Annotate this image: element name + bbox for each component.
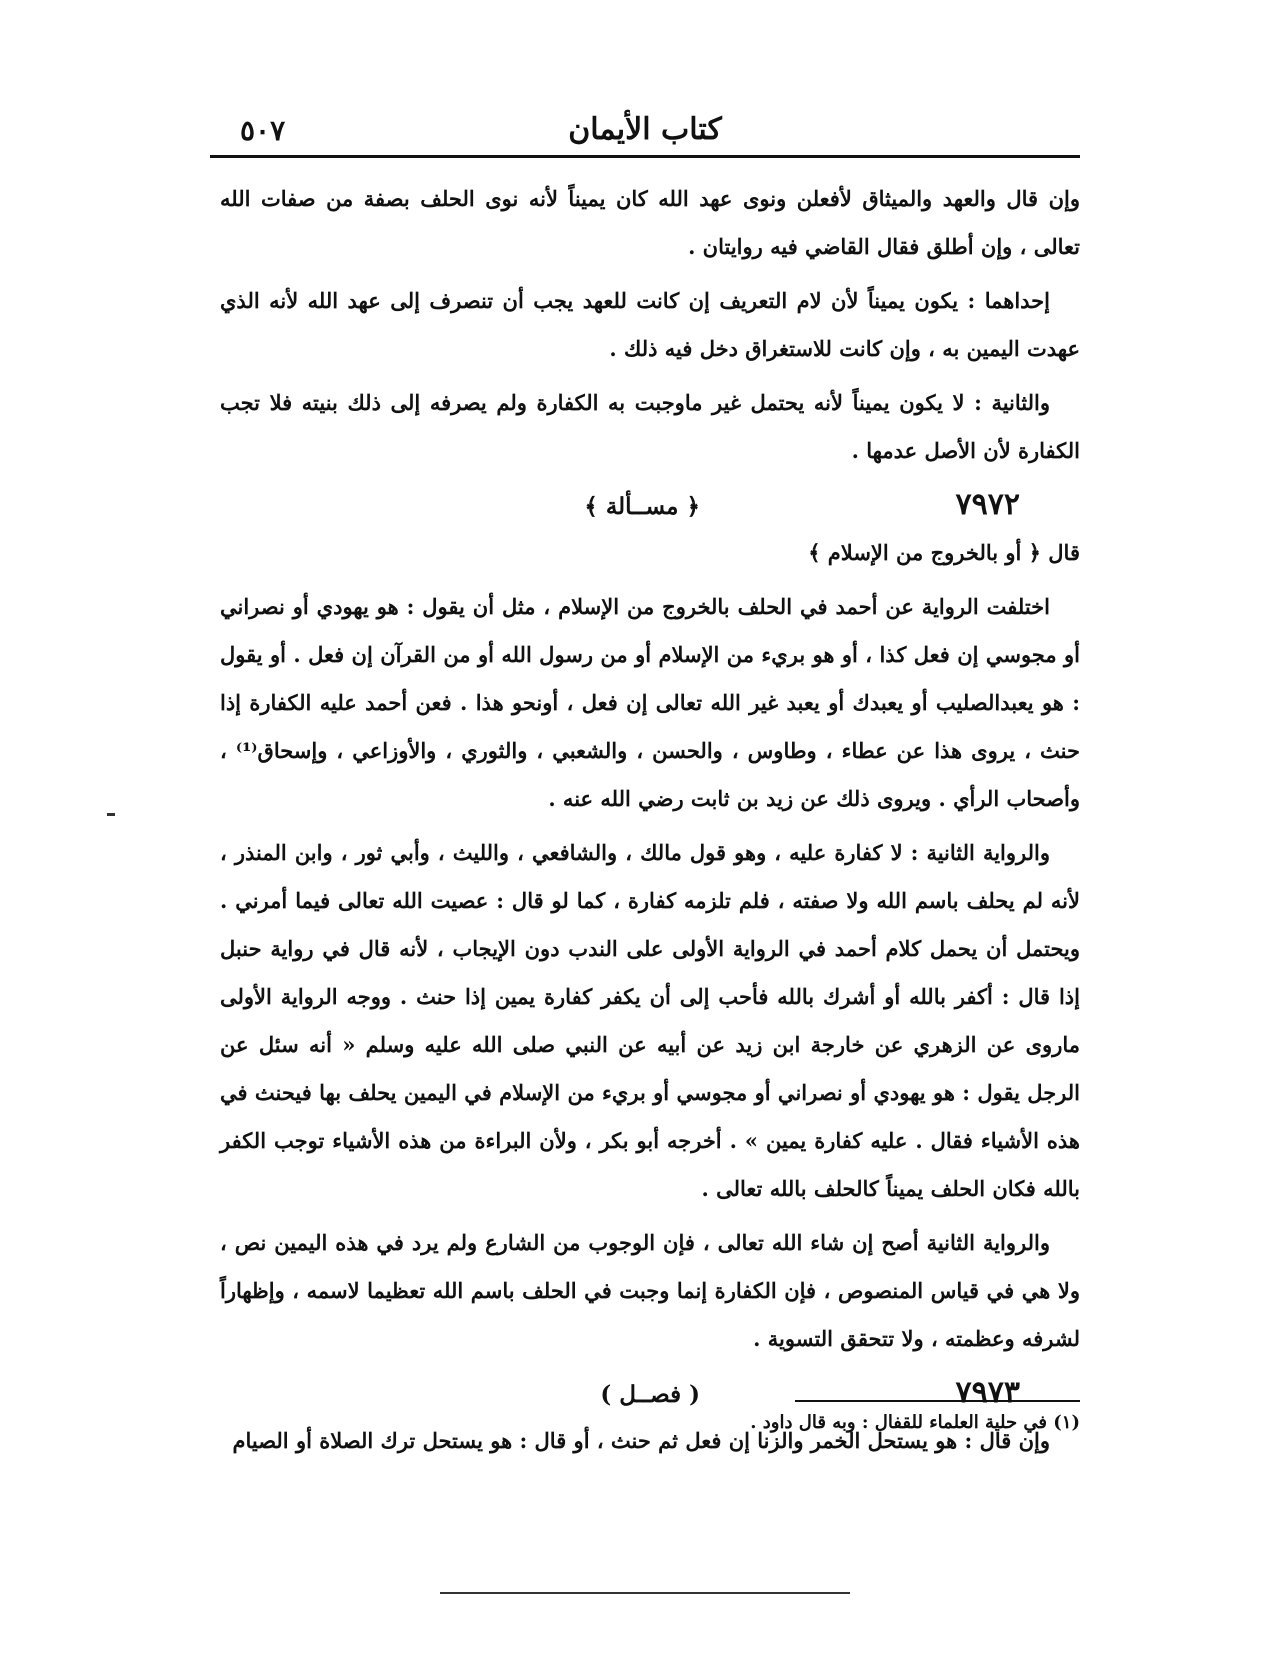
paragraph: قال ﴿ أو بالخروج من الإسلام ﴾ (808, 540, 1080, 565)
issue-header-7973 (220, 1369, 1080, 1415)
margin-mark (107, 813, 115, 816)
issue-number: ٧٩٧٢ (955, 487, 1020, 522)
bottom-rule (440, 1592, 850, 1594)
header-rule (210, 155, 1080, 158)
issue-heading: ﴿ مســألة ﴾ (584, 493, 700, 520)
running-title: كتاب الأيمان (568, 112, 722, 147)
issue-heading: ( فصــل ) (600, 1381, 700, 1408)
paragraph: إحداهما : يكون يميناً لأن لام التعريف إن كانت للعهد يجب أن تنصرف إلى عهد الله لأنه الذي عهدت اليمين به ، وإن كانت للاستغراق دخل فيه ذلك . (220, 288, 1080, 361)
paragraph: وإن قال : هو يستحل الخمر والزنا إن فعل ثم حنث ، أو قال : هو يستحل ترك الصلاة أو الصيام (232, 1428, 1050, 1453)
footnote: (١) في حلية العلماء للقفال : وبه قال داود . (750, 1412, 1080, 1433)
paragraph: اختلفت الرواية عن أحمد في الحلف بالخروج من الإسلام ، مثل أن يقول : هو يهودي أو نصراني أو مجوسي إن فعل كذا ، أو هو بريء من الإسلام أو من رسول الله أو من القرآن إن فعل . أو يقول : هو يعبدالصليب أو يعبدك أو يعبد غير الله تعالى إن فعل ، أونحو هذا . فعن أحمد عليه الكفارة إذا حنث ، يروى هذا عن عطاء ، وطاوس ، والحسن ، والشعبي ، والثوري ، والأوزاعي ، وإسحاق⁽¹⁾ ، وأصحاب الرأي . ويروى ذلك عن زيد بن ثابت رضي الله عنه . (220, 594, 1080, 811)
issue-header-7972 (220, 481, 1080, 527)
main-text (220, 175, 1080, 1471)
paragraph: والثانية : لا يكون يميناً لأنه يحتمل غير ماوجبت به الكفارة ولم يصرفه إلى ذلك بنيته فلا تجب الكفارة لأن الأصل عدمها . (220, 390, 1080, 463)
footnote-rule (795, 1400, 1080, 1402)
page-number: ٥٠٧ (240, 114, 286, 147)
page-header (210, 104, 1080, 154)
paragraph: والرواية الثانية أصح إن شاء الله تعالى ، فإن الوجوب من الشارع ولم يرد في هذه اليمين نص ، ولا هي في قياس المنصوص ، فإن الكفارة إنما وجبت في الحلف باسم الله تعظيما لاسمه ، وإظهاراً لشرفه وعظمته ، ولا تتحقق التسوية . (220, 1230, 1080, 1351)
paragraph: وإن قال والعهد والميثاق لأفعلن ونوى عهد الله كان يميناً لأنه نوى الحلف بصفة من صفات الله تعالى ، وإن أطلق فقال القاضي فيه روايتان . (220, 186, 1080, 259)
issue-number: ٧٩٧٣ (955, 1375, 1020, 1410)
paragraph: والرواية الثانية : لا كفارة عليه ، وهو قول مالك ، والشافعي ، والليث ، وأبي ثور ، وابن المنذر ، لأنه لم يحلف باسم الله ولا صفته ، فلم تلزمه كفارة ، كما لو قال : عصيت الله تعالى فيما أمرني . ويحتمل أن يحمل كلام أحمد في الرواية الأولى على الندب دون الإيجاب ، لأنه قال في رواية حنبل إذا قال : أكفر بالله أو أشرك بالله فأحب إلى أن يكفر كفارة يمين إذا حنث . ووجه الرواية الأولى ماروى عن الزهري عن خارجة ابن زيد عن أبيه عن النبي صلى الله عليه وسلم « أنه سئل عن الرجل يقول : هو يهودي أو نصراني أو مجوسي أو بريء من الإسلام في اليمين يحلف بها فيحنث في هذه الأشياء فقال . عليه كفارة يمين » . أخرجه أبو بكر ، ولأن البراءة من هذه الأشياء توجب الكفر بالله فكان الحلف يميناً كالحلف بالله تعالى . (220, 840, 1080, 1201)
